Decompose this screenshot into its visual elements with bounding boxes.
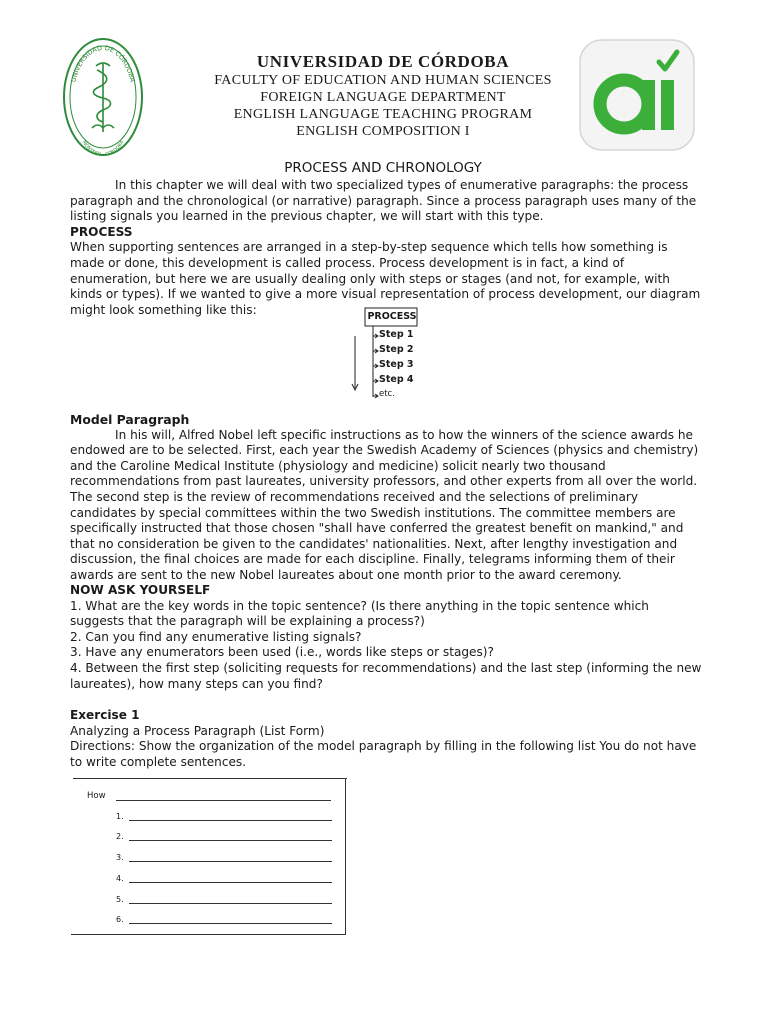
diagram-step: Step 3	[379, 359, 414, 370]
diagram-step: Step 2	[379, 344, 414, 355]
list-number: 5.	[116, 895, 124, 904]
seal-ring-text: UNIVERSIDAD DE CÓRDOBA	[69, 43, 137, 83]
faculty-name: FACULTY OF EDUCATION AND HUMAN SCIENCES	[214, 73, 552, 88]
process-heading: PROCESS	[70, 224, 133, 239]
department-name: FOREIGN LANGUAGE DEPARTMENT	[260, 90, 506, 105]
list-number: 1.	[116, 812, 124, 821]
caduceus-icon	[92, 63, 114, 132]
answer-line[interactable]	[129, 861, 332, 862]
exercise-subtitle: Analyzing a Process Paragraph (List Form)	[70, 723, 325, 738]
answer-line[interactable]	[129, 882, 332, 883]
ask-heading: NOW ASK YOURSELF	[70, 583, 211, 597]
answer-line[interactable]	[129, 923, 332, 924]
diagram-title: PROCESS	[367, 311, 417, 322]
list-form-worksheet	[71, 778, 347, 934]
intro-paragraph: In this chapter we will deal with two specialized types of enumerative paragraphs: the process paragraph and the chronological (or narrative) paragraph. Since a process paragraph uses many of the listing signals you learned in the previous chapter, we will start with this type.	[70, 178, 697, 224]
process-diagram	[345, 306, 425, 404]
how-label: How	[87, 791, 106, 801]
chapter-title: PROCESS AND CHRONOLOGY	[284, 160, 482, 176]
process-paragraph: When supporting sentences are arranged in a step-by-step sequence which tells how something is made or done, this development is called process. Process development is in fact, a kind of enumeration, but here we are usually dealing only with steps or stages (and not, for example, with kinds or types). If we wanted to give a more visual representation of process development, our diagram might look something like this:	[70, 240, 701, 317]
answer-line[interactable]	[129, 820, 332, 821]
program-name: ENGLISH LANGUAGE TEACHING PROGRAM	[233, 107, 533, 122]
diagram-step: etc.	[379, 389, 395, 399]
model-heading: Model Paragraph	[70, 412, 190, 427]
answer-line[interactable]	[129, 840, 332, 841]
answer-line[interactable]	[129, 903, 332, 904]
course-name: ENGLISH COMPOSITION I	[296, 124, 470, 139]
list-number: 4.	[116, 874, 124, 883]
university-name: UNIVERSIDAD DE CÓRDOBA	[256, 52, 510, 71]
university-seal	[62, 36, 144, 158]
list-number: 6.	[116, 915, 124, 924]
list-number: 2.	[116, 832, 124, 841]
list-number: 3.	[116, 853, 124, 862]
model-paragraph: In his will, Alfred Nobel left specific instructions as to how the winners of the science awards he endowed are to be selected. First, each year the Swedish Academy of Sciences (physics and chemistry) and the Caroline Medical Institute (physiology and medicine) solicit nearly two thousand recommendations from past laureates, university professors, and other experts from all over the world. The second step is the review of recommendations received and the selections of preliminary candidates by special committees within the two Swedish institutions. The committee members are specifically instructed that those chosen "shall have conferred the greatest benefit on mankind," and that no consideration be given to the candidates' nationalities. Next, after lengthy investigation and discussion, the final choices are made for each discipline. Finally, telegrams informing them of their awards are sent to the new Nobel laureates about one month prior to the award ceremony.	[70, 427, 699, 582]
question-item: 1. What are the key words in the topic sentence? (Is there anything in the topic sentence which suggests that the paragraph will be explaining a process?)	[70, 598, 649, 629]
question-item: 4. Between the first step (soliciting requests for recommendations) and the last step (informing the new laureates), how many steps can you find?	[70, 660, 702, 691]
question-item: 2. Can you find any enumerative listing signals?	[70, 629, 362, 644]
answer-line[interactable]	[116, 800, 331, 801]
diagram-step: Step 4	[379, 374, 414, 385]
exercise-directions: Directions: Show the organization of the model paragraph by filling in the following list You do not have to write complete sentences.	[70, 739, 697, 769]
question-item: 3. Have any enumerators been used (i.e., words like steps or stages)?	[70, 645, 494, 660]
diagram-step: Step 1	[379, 329, 414, 340]
exercise-heading: Exercise 1	[70, 708, 140, 722]
seal-city-text: MONTERÍA · CÓRDOBA	[80, 140, 126, 158]
